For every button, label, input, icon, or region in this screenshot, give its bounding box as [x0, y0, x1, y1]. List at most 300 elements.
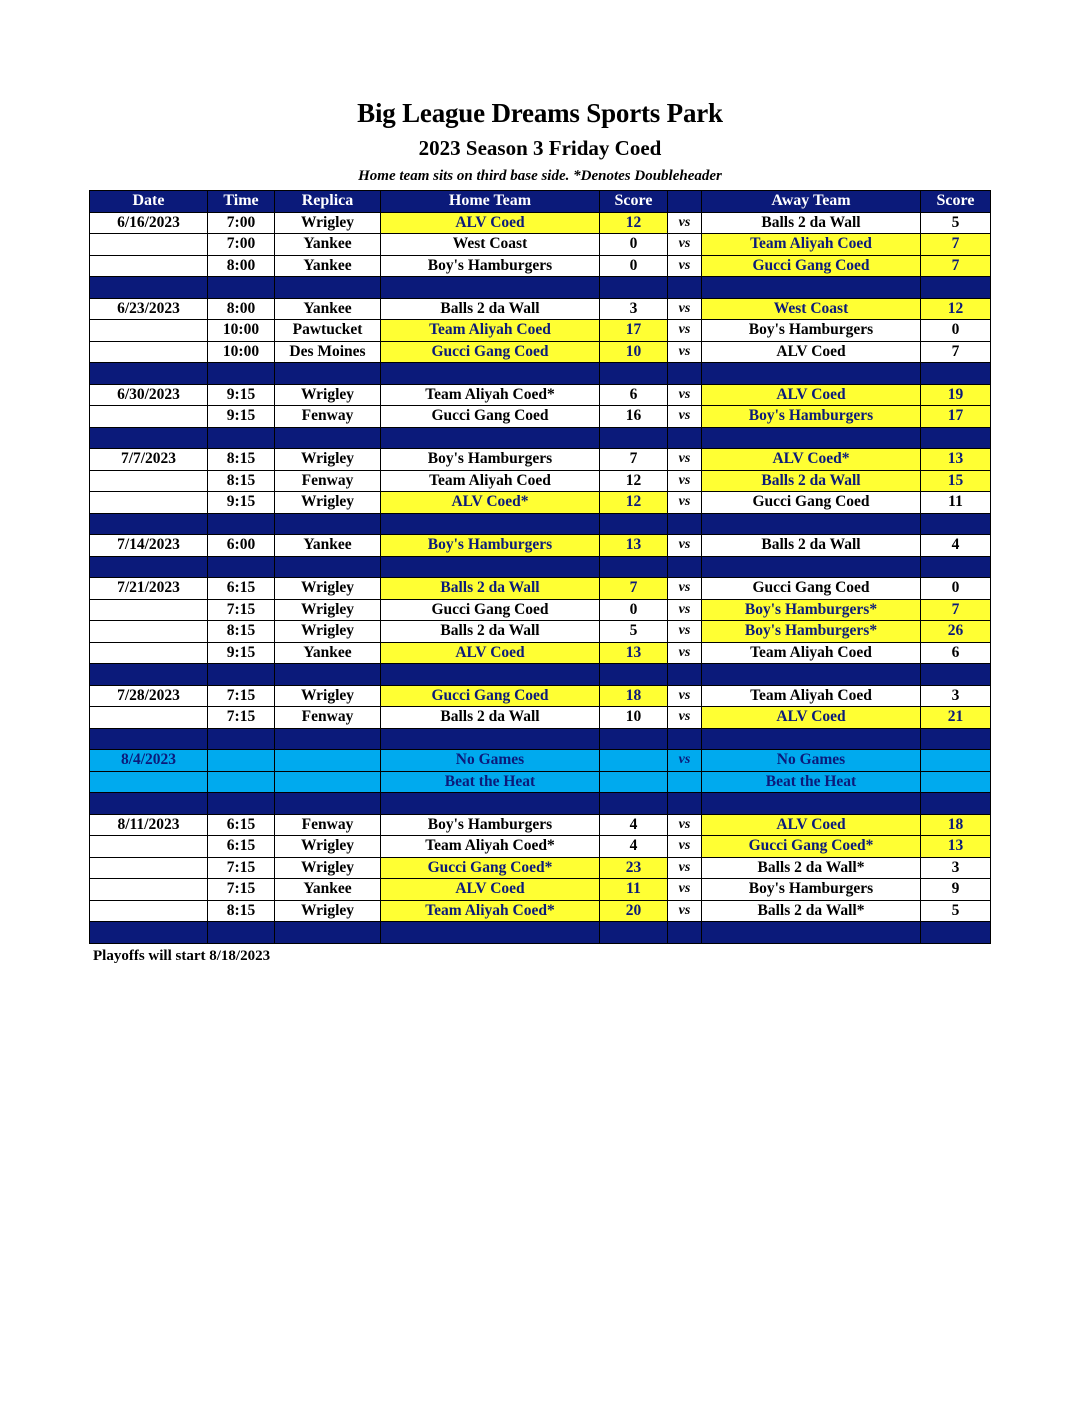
home-score-cell: 0: [600, 234, 668, 256]
home-score-cell: 10: [600, 341, 668, 363]
separator-row: [90, 728, 991, 750]
home-score-cell: 16: [600, 406, 668, 428]
replica-cell: Wrigley: [275, 599, 381, 621]
separator-row: [90, 427, 991, 449]
col-header-home-team: Home Team: [381, 191, 600, 213]
home-team-cell: Boy's Hamburgers: [381, 449, 600, 471]
vs-cell: vs: [668, 621, 702, 643]
separator-cell: [921, 728, 991, 750]
vs-cell: vs: [668, 492, 702, 514]
away-team-cell: Boy's Hamburgers*: [702, 599, 921, 621]
away-score-cell: [921, 771, 991, 793]
away-score-cell: 0: [921, 578, 991, 600]
no-games-row: [90, 750, 991, 772]
col-header-away-score: Score: [921, 191, 991, 213]
separator-cell: [208, 427, 275, 449]
separator-cell: [702, 664, 921, 686]
away-team-cell: Team Aliyah Coed: [702, 642, 921, 664]
date-cell: [90, 836, 208, 858]
separator-cell: [275, 556, 381, 578]
date-cell: [90, 599, 208, 621]
time-cell: [208, 750, 275, 772]
schedule-note: Home team sits on third base side. *Denotes Doubleheader: [358, 168, 722, 184]
away-team-cell: Gucci Gang Coed*: [702, 836, 921, 858]
separator-cell: [921, 513, 991, 535]
replica-cell: Wrigley: [275, 212, 381, 234]
game-row: [90, 836, 991, 858]
away-score-cell: 17: [921, 406, 991, 428]
separator-cell: [208, 277, 275, 299]
time-cell: 6:15: [208, 578, 275, 600]
home-score-cell: 12: [600, 212, 668, 234]
separator-cell: [90, 793, 208, 815]
away-team-cell: Beat the Heat: [702, 771, 921, 793]
away-team-cell: Balls 2 da Wall: [702, 535, 921, 557]
separator-cell: [275, 922, 381, 944]
away-score-cell: 3: [921, 685, 991, 707]
date-cell: 8/4/2023: [90, 750, 208, 772]
vs-cell: vs: [668, 234, 702, 256]
home-team-cell: Boy's Hamburgers: [381, 814, 600, 836]
separator-cell: [208, 556, 275, 578]
separator-cell: [90, 922, 208, 944]
home-score-cell: 10: [600, 707, 668, 729]
replica-cell: Wrigley: [275, 836, 381, 858]
home-team-cell: Gucci Gang Coed: [381, 406, 600, 428]
away-team-cell: ALV Coed: [702, 814, 921, 836]
away-score-cell: 5: [921, 900, 991, 922]
away-score-cell: [921, 750, 991, 772]
away-team-cell: No Games: [702, 750, 921, 772]
separator-cell: [921, 922, 991, 944]
vs-cell: vs: [668, 449, 702, 471]
away-score-cell: 4: [921, 535, 991, 557]
away-score-cell: 26: [921, 621, 991, 643]
away-team-cell: Balls 2 da Wall: [702, 470, 921, 492]
vs-cell: [668, 771, 702, 793]
table-header-row: [90, 191, 991, 213]
home-score-cell: [600, 771, 668, 793]
game-row: [90, 879, 991, 901]
home-team-cell: Gucci Gang Coed: [381, 685, 600, 707]
game-row: [90, 621, 991, 643]
vs-cell: vs: [668, 879, 702, 901]
home-score-cell: 12: [600, 470, 668, 492]
separator-row: [90, 922, 991, 944]
away-score-cell: 7: [921, 234, 991, 256]
replica-cell: Pawtucket: [275, 320, 381, 342]
separator-cell: [600, 363, 668, 385]
away-team-cell: Balls 2 da Wall*: [702, 857, 921, 879]
separator-cell: [668, 556, 702, 578]
separator-cell: [600, 728, 668, 750]
separator-cell: [600, 427, 668, 449]
vs-cell: vs: [668, 900, 702, 922]
game-row: [90, 298, 991, 320]
vs-cell: vs: [668, 707, 702, 729]
replica-cell: Wrigley: [275, 578, 381, 600]
vs-cell: vs: [668, 298, 702, 320]
home-score-cell: [600, 750, 668, 772]
home-team-cell: Balls 2 da Wall: [381, 707, 600, 729]
date-cell: [90, 406, 208, 428]
home-team-cell: Gucci Gang Coed: [381, 341, 600, 363]
separator-cell: [90, 556, 208, 578]
separator-row: [90, 363, 991, 385]
date-cell: 6/16/2023: [90, 212, 208, 234]
col-header-replica: Replica: [275, 191, 381, 213]
separator-cell: [90, 664, 208, 686]
col-header-vs: [668, 191, 702, 213]
replica-cell: Yankee: [275, 255, 381, 277]
home-team-cell: Boy's Hamburgers: [381, 255, 600, 277]
away-team-cell: Boy's Hamburgers: [702, 879, 921, 901]
time-cell: 6:00: [208, 535, 275, 557]
game-row: [90, 535, 991, 557]
away-score-cell: 5: [921, 212, 991, 234]
vs-cell: vs: [668, 578, 702, 600]
home-score-cell: 0: [600, 599, 668, 621]
date-cell: [90, 900, 208, 922]
separator-cell: [668, 793, 702, 815]
replica-cell: Fenway: [275, 707, 381, 729]
replica-cell: Des Moines: [275, 341, 381, 363]
separator-cell: [275, 363, 381, 385]
replica-cell: Wrigley: [275, 492, 381, 514]
replica-cell: Fenway: [275, 470, 381, 492]
game-row: [90, 900, 991, 922]
date-cell: 7/14/2023: [90, 535, 208, 557]
separator-cell: [275, 664, 381, 686]
separator-cell: [600, 664, 668, 686]
away-score-cell: 9: [921, 879, 991, 901]
replica-cell: Wrigley: [275, 621, 381, 643]
away-score-cell: 11: [921, 492, 991, 514]
date-cell: 6/30/2023: [90, 384, 208, 406]
away-score-cell: 0: [921, 320, 991, 342]
separator-row: [90, 664, 991, 686]
time-cell: 7:00: [208, 212, 275, 234]
home-team-cell: Beat the Heat: [381, 771, 600, 793]
home-team-cell: Gucci Gang Coed: [381, 599, 600, 621]
vs-cell: vs: [668, 836, 702, 858]
home-score-cell: 20: [600, 900, 668, 922]
game-row: [90, 857, 991, 879]
separator-row: [90, 793, 991, 815]
replica-cell: Yankee: [275, 298, 381, 320]
replica-cell: Wrigley: [275, 857, 381, 879]
separator-cell: [381, 363, 600, 385]
time-cell: 6:15: [208, 836, 275, 858]
game-row: [90, 642, 991, 664]
away-score-cell: 19: [921, 384, 991, 406]
date-cell: [90, 320, 208, 342]
separator-cell: [668, 728, 702, 750]
away-score-cell: 7: [921, 255, 991, 277]
home-team-cell: Boy's Hamburgers: [381, 535, 600, 557]
home-team-cell: Balls 2 da Wall: [381, 298, 600, 320]
time-cell: 7:15: [208, 879, 275, 901]
separator-cell: [208, 728, 275, 750]
home-score-cell: 23: [600, 857, 668, 879]
away-score-cell: 15: [921, 470, 991, 492]
date-cell: 8/11/2023: [90, 814, 208, 836]
home-score-cell: 5: [600, 621, 668, 643]
separator-cell: [600, 556, 668, 578]
separator-cell: [90, 728, 208, 750]
away-score-cell: 18: [921, 814, 991, 836]
separator-cell: [702, 793, 921, 815]
separator-cell: [921, 664, 991, 686]
time-cell: 7:15: [208, 707, 275, 729]
time-cell: 7:00: [208, 234, 275, 256]
replica-cell: Fenway: [275, 814, 381, 836]
date-cell: [90, 707, 208, 729]
time-cell: 9:15: [208, 406, 275, 428]
separator-cell: [208, 363, 275, 385]
date-cell: 6/23/2023: [90, 298, 208, 320]
separator-cell: [208, 513, 275, 535]
home-team-cell: ALV Coed: [381, 642, 600, 664]
away-team-cell: ALV Coed: [702, 341, 921, 363]
game-row: [90, 578, 991, 600]
separator-cell: [702, 728, 921, 750]
vs-cell: vs: [668, 750, 702, 772]
replica-cell: Wrigley: [275, 900, 381, 922]
vs-cell: vs: [668, 255, 702, 277]
away-score-cell: 7: [921, 341, 991, 363]
away-team-cell: Team Aliyah Coed: [702, 234, 921, 256]
separator-cell: [921, 277, 991, 299]
home-score-cell: 18: [600, 685, 668, 707]
time-cell: 8:15: [208, 621, 275, 643]
time-cell: 8:15: [208, 449, 275, 471]
game-row: [90, 384, 991, 406]
away-team-cell: ALV Coed*: [702, 449, 921, 471]
vs-cell: vs: [668, 685, 702, 707]
vs-cell: vs: [668, 814, 702, 836]
game-row: [90, 814, 991, 836]
date-cell: 7/28/2023: [90, 685, 208, 707]
date-cell: [90, 255, 208, 277]
home-score-cell: 4: [600, 814, 668, 836]
game-row: [90, 212, 991, 234]
replica-cell: Wrigley: [275, 449, 381, 471]
date-cell: [90, 492, 208, 514]
separator-cell: [381, 793, 600, 815]
separator-cell: [600, 513, 668, 535]
separator-cell: [668, 664, 702, 686]
away-team-cell: Boy's Hamburgers: [702, 406, 921, 428]
vs-cell: vs: [668, 642, 702, 664]
replica-cell: Yankee: [275, 234, 381, 256]
separator-row: [90, 513, 991, 535]
col-header-time: Time: [208, 191, 275, 213]
separator-cell: [208, 922, 275, 944]
separator-cell: [275, 427, 381, 449]
playoffs-note: Playoffs will start 8/18/2023: [93, 948, 271, 964]
date-cell: [90, 879, 208, 901]
separator-cell: [90, 513, 208, 535]
time-cell: [208, 771, 275, 793]
replica-cell: Fenway: [275, 406, 381, 428]
replica-cell: [275, 750, 381, 772]
time-cell: 7:15: [208, 685, 275, 707]
home-score-cell: 6: [600, 384, 668, 406]
date-cell: [90, 621, 208, 643]
time-cell: 9:15: [208, 384, 275, 406]
separator-cell: [702, 427, 921, 449]
separator-cell: [921, 427, 991, 449]
separator-row: [90, 556, 991, 578]
game-row: [90, 320, 991, 342]
home-team-cell: Team Aliyah Coed*: [381, 384, 600, 406]
home-score-cell: 0: [600, 255, 668, 277]
separator-cell: [381, 728, 600, 750]
separator-cell: [275, 728, 381, 750]
away-team-cell: ALV Coed: [702, 384, 921, 406]
away-score-cell: 21: [921, 707, 991, 729]
game-row: [90, 492, 991, 514]
separator-cell: [381, 513, 600, 535]
vs-cell: vs: [668, 406, 702, 428]
home-team-cell: Balls 2 da Wall: [381, 621, 600, 643]
home-score-cell: 12: [600, 492, 668, 514]
game-row: [90, 341, 991, 363]
home-score-cell: 7: [600, 449, 668, 471]
away-score-cell: 13: [921, 836, 991, 858]
game-row: [90, 406, 991, 428]
replica-cell: Yankee: [275, 642, 381, 664]
separator-cell: [668, 277, 702, 299]
away-team-cell: Gucci Gang Coed: [702, 578, 921, 600]
separator-cell: [702, 922, 921, 944]
replica-cell: Yankee: [275, 879, 381, 901]
away-team-cell: Balls 2 da Wall*: [702, 900, 921, 922]
no-games-row: [90, 771, 991, 793]
separator-cell: [668, 427, 702, 449]
game-row: [90, 707, 991, 729]
home-team-cell: Team Aliyah Coed: [381, 470, 600, 492]
home-team-cell: Team Aliyah Coed*: [381, 836, 600, 858]
time-cell: 6:15: [208, 814, 275, 836]
game-row: [90, 234, 991, 256]
away-team-cell: Boy's Hamburgers*: [702, 621, 921, 643]
home-score-cell: 7: [600, 578, 668, 600]
date-cell: [90, 470, 208, 492]
time-cell: 8:00: [208, 298, 275, 320]
date-cell: 7/21/2023: [90, 578, 208, 600]
separator-cell: [208, 793, 275, 815]
separator-cell: [90, 363, 208, 385]
time-cell: 10:00: [208, 341, 275, 363]
away-score-cell: 13: [921, 449, 991, 471]
col-header-away-team: Away Team: [702, 191, 921, 213]
separator-cell: [208, 664, 275, 686]
col-header-date: Date: [90, 191, 208, 213]
game-row: [90, 449, 991, 471]
replica-cell: [275, 771, 381, 793]
separator-cell: [600, 277, 668, 299]
schedule-body: [90, 212, 991, 943]
separator-cell: [921, 793, 991, 815]
away-team-cell: West Coast: [702, 298, 921, 320]
home-score-cell: 13: [600, 642, 668, 664]
home-team-cell: Team Aliyah Coed: [381, 320, 600, 342]
away-team-cell: Boy's Hamburgers: [702, 320, 921, 342]
separator-cell: [600, 793, 668, 815]
date-cell: 7/7/2023: [90, 449, 208, 471]
away-score-cell: 6: [921, 642, 991, 664]
separator-cell: [381, 277, 600, 299]
schedule-table: [89, 190, 991, 944]
separator-cell: [702, 277, 921, 299]
away-score-cell: 3: [921, 857, 991, 879]
time-cell: 8:00: [208, 255, 275, 277]
game-row: [90, 255, 991, 277]
separator-cell: [702, 556, 921, 578]
game-row: [90, 599, 991, 621]
home-score-cell: 13: [600, 535, 668, 557]
away-score-cell: 12: [921, 298, 991, 320]
away-team-cell: Gucci Gang Coed: [702, 492, 921, 514]
game-row: [90, 470, 991, 492]
date-cell: [90, 234, 208, 256]
replica-cell: Wrigley: [275, 384, 381, 406]
home-team-cell: Team Aliyah Coed*: [381, 900, 600, 922]
separator-cell: [921, 363, 991, 385]
date-cell: [90, 642, 208, 664]
time-cell: 10:00: [208, 320, 275, 342]
vs-cell: vs: [668, 384, 702, 406]
separator-cell: [668, 363, 702, 385]
home-score-cell: 4: [600, 836, 668, 858]
date-cell: [90, 341, 208, 363]
away-team-cell: Team Aliyah Coed: [702, 685, 921, 707]
home-team-cell: ALV Coed: [381, 879, 600, 901]
separator-cell: [381, 556, 600, 578]
col-header-home-score: Score: [600, 191, 668, 213]
separator-cell: [275, 513, 381, 535]
away-team-cell: Gucci Gang Coed: [702, 255, 921, 277]
home-score-cell: 11: [600, 879, 668, 901]
vs-cell: vs: [668, 320, 702, 342]
vs-cell: vs: [668, 857, 702, 879]
time-cell: 8:15: [208, 470, 275, 492]
separator-cell: [381, 922, 600, 944]
away-score-cell: 7: [921, 599, 991, 621]
time-cell: 7:15: [208, 599, 275, 621]
separator-cell: [275, 793, 381, 815]
vs-cell: vs: [668, 599, 702, 621]
away-team-cell: Balls 2 da Wall: [702, 212, 921, 234]
date-cell: [90, 857, 208, 879]
page-title: Big League Dreams Sports Park: [357, 98, 723, 128]
home-score-cell: 3: [600, 298, 668, 320]
home-team-cell: ALV Coed: [381, 212, 600, 234]
date-cell: [90, 771, 208, 793]
vs-cell: vs: [668, 212, 702, 234]
home-team-cell: Balls 2 da Wall: [381, 578, 600, 600]
separator-cell: [600, 922, 668, 944]
game-row: [90, 685, 991, 707]
home-team-cell: Gucci Gang Coed*: [381, 857, 600, 879]
home-score-cell: 17: [600, 320, 668, 342]
home-team-cell: West Coast: [381, 234, 600, 256]
time-cell: 8:15: [208, 900, 275, 922]
separator-cell: [381, 664, 600, 686]
vs-cell: vs: [668, 341, 702, 363]
